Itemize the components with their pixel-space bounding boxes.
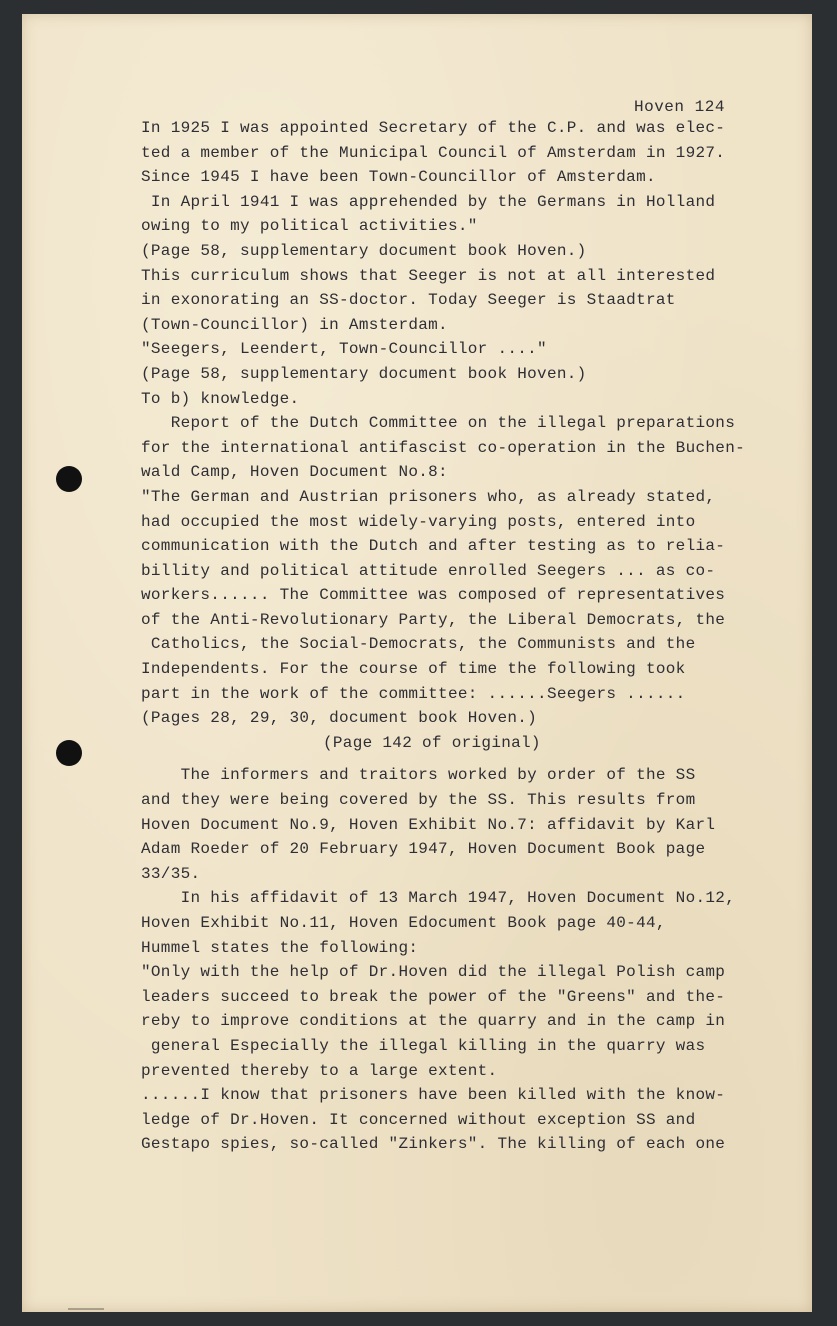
text-line: "The German and Austrian prisoners who, as already stated, — [141, 487, 716, 506]
text-line: Adam Roeder of 20 February 1947, Hoven Document Book page — [141, 840, 706, 859]
text-line: had occupied the most widely-varying posts, entered into — [141, 512, 696, 531]
text-line: ......I know that prisoners have been killed with the know- — [141, 1086, 726, 1105]
text-line: part in the work of the committee: ......Seegers ...... — [141, 684, 686, 703]
text-line: This curriculum shows that Seeger is not at all interested — [141, 266, 716, 285]
text-line: In his affidavit of 13 March 1947, Hoven Document No.12, — [141, 889, 736, 908]
text-line: workers...... The Committee was composed of representatives — [141, 586, 726, 605]
text-line: Since 1945 I have been Town-Councillor of Amsterdam. — [141, 168, 656, 187]
text-line: 33/35. — [141, 864, 201, 883]
text-line: billity and political attitude enrolled Seegers ... as co- — [141, 561, 716, 580]
paragraph-block-a — [141, 116, 791, 755]
text-line: (Page 58, supplementary document book Hoven.) — [141, 364, 587, 383]
text-line: for the international antifascist co-operation in the Buchen- — [141, 438, 745, 457]
text-line: Catholics, the Social-Democrats, the Communists and the — [141, 635, 696, 654]
text-line: In April 1941 I was apprehended by the Germans in Holland — [141, 192, 716, 211]
text-line: general Especially the illegal killing in the quarry was — [141, 1036, 706, 1055]
text-line: (Page 58, supplementary document book Hoven.) — [141, 241, 587, 260]
text-line: communication with the Dutch and after testing as to relia- — [141, 537, 726, 556]
text-line: Hoven Exhibit No.11, Hoven Edocument Book page 40-44, — [141, 914, 666, 932]
page-number: Hoven 124 — [634, 98, 725, 116]
original-page-note: (Page 142 of original) — [323, 733, 541, 752]
text-line: To b) knowledge. — [141, 389, 300, 408]
text-line: in exonorating an SS-doctor. Today Seeger is Staadtrat — [141, 291, 676, 310]
paragraph-gap — [141, 755, 791, 763]
text-line: Hoven Document No.9, Hoven Exhibit No.7: affidavit by Karl — [141, 815, 716, 834]
punch-hole-bottom — [56, 740, 82, 766]
text-line: (Town-Councillor) in Amsterdam. — [141, 315, 448, 334]
text-line: and they were being covered by the SS. This results from — [141, 791, 696, 810]
text-line: leaders succeed to break the power of the "Greens" and the- — [141, 987, 726, 1006]
text-line: prevented thereby to a large extent. — [141, 1061, 498, 1080]
text-line: In 1925 I was appointed Secretary of the C.P. and was elec- — [141, 119, 726, 137]
punch-hole-top — [56, 466, 82, 492]
text-line: "Seegers, Leendert, Town-Councillor ...." — [141, 340, 547, 359]
text-line: Gestapo spies, so-called "Zinkers". The killing of each one — [141, 1135, 726, 1154]
text-line: reby to improve conditions at the quarry and in the camp in — [141, 1012, 726, 1031]
bottom-edge-mark — [68, 1308, 104, 1310]
paragraph-block-b — [141, 763, 791, 1157]
document-body — [141, 116, 791, 1157]
text-line: (Pages 28, 29, 30, document book Hoven.) — [141, 709, 538, 728]
text-line: ledge of Dr.Hoven. It concerned without exception SS and — [141, 1110, 696, 1129]
text-line: The informers and traitors worked by order of the SS — [141, 766, 696, 785]
text-line: owing to my political activities." — [141, 217, 478, 236]
text-line: Report of the Dutch Committee on the illegal preparations — [141, 414, 736, 433]
text-line: Hummel states the following: — [141, 938, 419, 957]
text-line: of the Anti-Revolutionary Party, the Liberal Democrats, the — [141, 610, 726, 629]
text-line: wald Camp, Hoven Document No.8: — [141, 463, 448, 482]
text-line: ted a member of the Municipal Council of Amsterdam in 1927. — [141, 143, 726, 162]
document-page — [22, 14, 812, 1312]
text-line: "Only with the help of Dr.Hoven did the illegal Polish camp — [141, 963, 726, 982]
text-line: Independents. For the course of time the following took — [141, 660, 686, 679]
